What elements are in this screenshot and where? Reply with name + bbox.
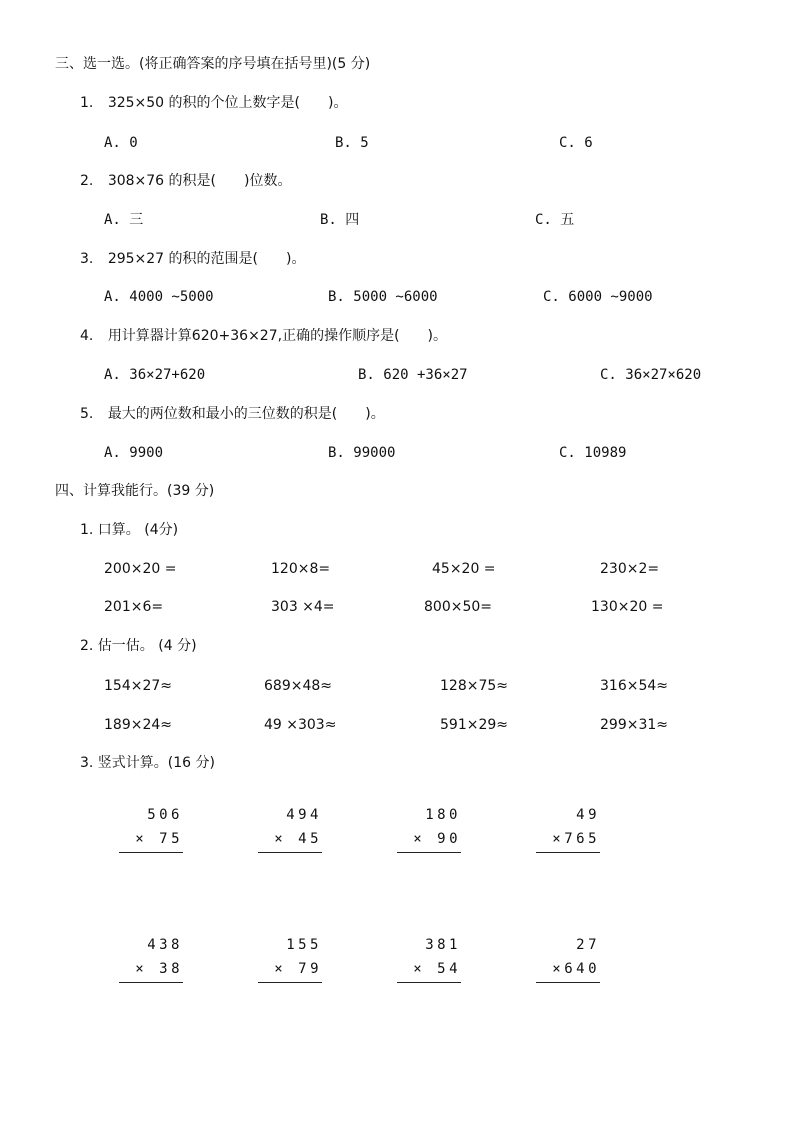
vertical-problem	[536, 806, 600, 853]
question-1	[80, 94, 347, 112]
oral-item: 130×20 =	[591, 599, 664, 615]
option-c: C. 五	[535, 212, 575, 228]
multiplicand: 180	[425, 807, 461, 823]
option-c: C. 10989	[559, 445, 627, 461]
option-c: C. 6000 ~9000	[543, 289, 653, 305]
estimate-item: 591×29≈	[440, 717, 508, 733]
estimate-item: 299×31≈	[600, 717, 668, 733]
option-a: A. 4000 ~5000	[104, 289, 214, 305]
option-a: A. 0	[104, 135, 138, 151]
multiplicand: 155	[286, 937, 322, 953]
option-b: B. 99000	[328, 445, 396, 461]
option-b: B. 620 +36×27	[358, 367, 468, 383]
vertical-problem	[258, 936, 322, 983]
estimate-item: 128×75≈	[440, 678, 508, 694]
multiplicand: 27	[576, 937, 600, 953]
multiplier: ×765	[536, 830, 600, 853]
estimate-item: 689×48≈	[264, 678, 332, 694]
estimate-item: 316×54≈	[600, 678, 668, 694]
option-a: A. 三	[104, 212, 144, 228]
oral-item: 120×8=	[271, 561, 331, 577]
option-a: A. 36×27+620	[104, 367, 206, 383]
oral-heading: 1. 口算。 (4分)	[80, 522, 179, 538]
question-text: 308×76 的积是( )位数。	[107, 173, 292, 189]
question-text: 最大的两位数和最小的三位数的积是( )。	[107, 406, 385, 422]
vertical-problem	[397, 936, 461, 983]
vertical-problem	[119, 806, 183, 853]
question-5	[80, 405, 385, 423]
question-text: 295×27 的积的范围是( )。	[107, 251, 306, 267]
option-c: C. 36×27×620	[600, 367, 702, 383]
question-number: 2.	[80, 173, 94, 189]
vertical-problem	[258, 806, 322, 853]
multiplier: × 38	[119, 960, 183, 983]
multiplier: × 79	[258, 960, 322, 983]
option-b: B. 5000 ~6000	[328, 289, 438, 305]
question-4	[80, 327, 447, 345]
oral-item: 303 ×4=	[271, 599, 335, 615]
question-text: 用计算器计算620+36×27,正确的操作顺序是( )。	[107, 328, 447, 344]
option-b: B. 5	[335, 135, 369, 151]
multiplier: ×640	[536, 960, 600, 983]
section-3-title: 三、选一选。(将正确答案的序号填在括号里)(5 分)	[55, 56, 371, 72]
vertical-heading: 3. 竖式计算。(16 分)	[80, 755, 215, 771]
vertical-problem	[119, 936, 183, 983]
oral-item: 45×20 =	[432, 561, 496, 577]
multiplicand: 49	[576, 807, 600, 823]
estimate-item: 154×27≈	[104, 678, 172, 694]
section-4-title: 四、计算我能行。(39 分)	[55, 483, 215, 499]
multiplier: × 75	[119, 830, 183, 853]
multiplicand: 438	[147, 937, 183, 953]
vertical-problem	[397, 806, 461, 853]
oral-item: 200×20 =	[104, 561, 177, 577]
question-2	[80, 172, 291, 190]
question-number: 1.	[80, 95, 94, 111]
multiplier: × 54	[397, 960, 461, 983]
question-number: 4.	[80, 328, 94, 344]
oral-item: 201×6=	[104, 599, 164, 615]
multiplier: × 45	[258, 830, 322, 853]
vertical-problem	[536, 936, 600, 983]
question-number: 5.	[80, 406, 94, 422]
option-b: B. 四	[320, 212, 360, 228]
multiplicand: 381	[425, 937, 461, 953]
estimate-heading: 2. 估一估。 (4 分)	[80, 638, 197, 654]
estimate-item: 189×24≈	[104, 717, 172, 733]
multiplicand: 506	[147, 807, 183, 823]
question-3	[80, 250, 305, 268]
oral-item: 230×2=	[600, 561, 660, 577]
multiplier: × 90	[397, 830, 461, 853]
question-number: 3.	[80, 251, 94, 267]
oral-item: 800×50=	[424, 599, 492, 615]
question-text: 325×50 的积的个位上数字是( )。	[107, 95, 348, 111]
option-a: A. 9900	[104, 445, 164, 461]
option-c: C. 6	[559, 135, 593, 151]
estimate-item: 49 ×303≈	[264, 717, 337, 733]
multiplicand: 494	[286, 807, 322, 823]
